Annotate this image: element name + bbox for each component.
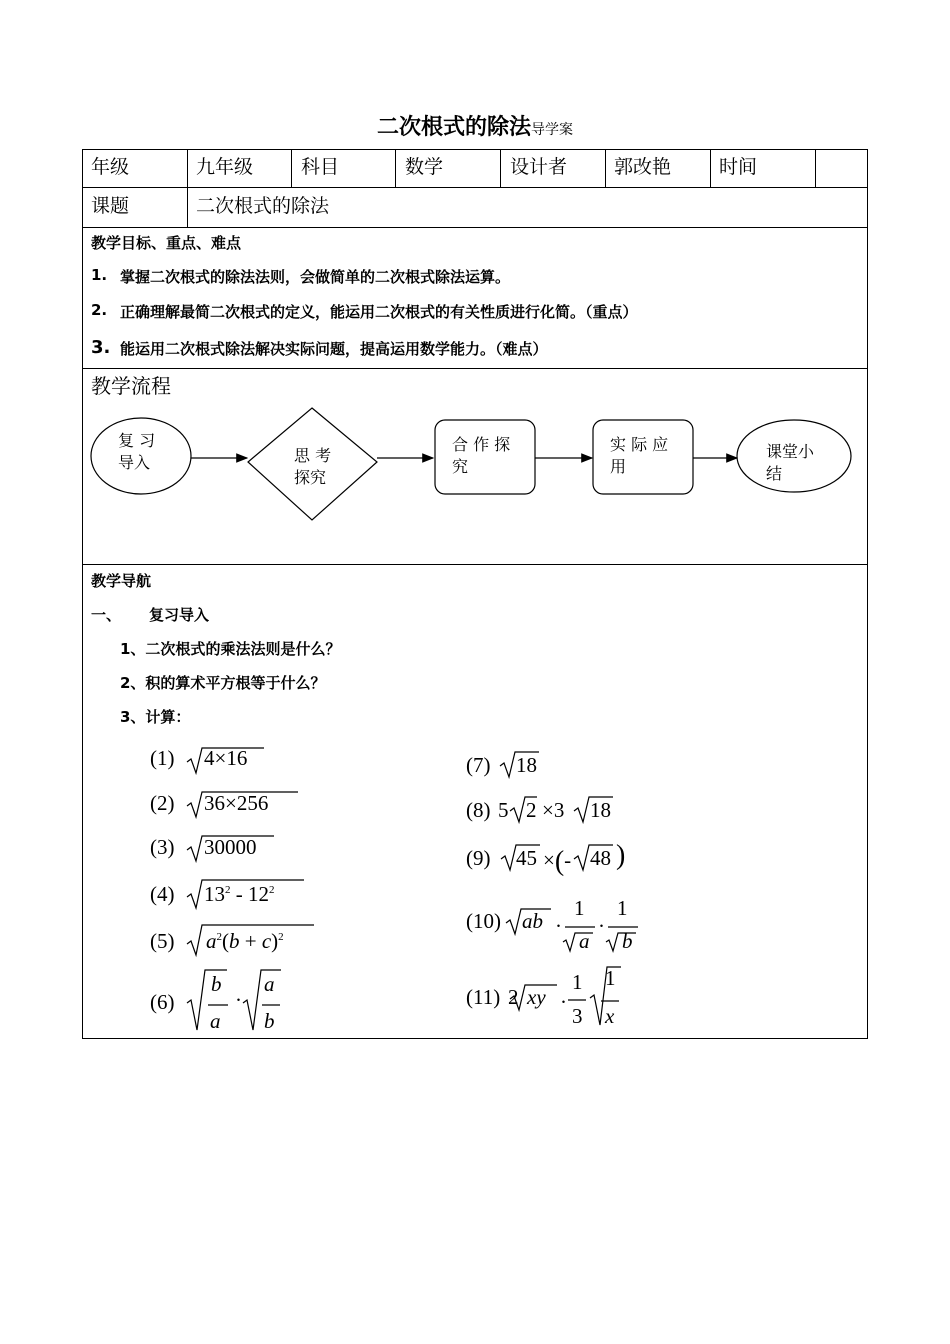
exercise-label: (5) <box>150 929 175 953</box>
fraction-denominator: b <box>264 1009 275 1033</box>
fraction-numerator: b <box>211 972 222 996</box>
expr-part: 13 <box>204 882 225 906</box>
fraction-denominator: b <box>622 929 633 953</box>
flow-step-label: 探究 <box>294 468 327 487</box>
designer-value: 郭改艳 <box>614 156 672 178</box>
question: 2、积的算术平方根等于什么？ <box>120 674 326 692</box>
exercise-label: (10) <box>466 909 501 933</box>
grade-label: 年级 <box>91 156 130 178</box>
exercise-label: (9) <box>466 846 491 870</box>
exercise-label: (4) <box>150 882 175 906</box>
exercise-label: (6) <box>150 990 175 1014</box>
question: 1、二次根式的乘法法则是什么？ <box>120 640 341 658</box>
fraction-denominator: 3 <box>572 1004 583 1028</box>
fraction-denominator: a <box>579 929 590 953</box>
flow-step-label: 实 际 应 <box>610 435 669 454</box>
flow-step-label: 合 作 探 <box>452 435 511 454</box>
exercise-expression: 18 <box>516 753 537 777</box>
flow-step-label: 用 <box>610 457 627 476</box>
objective-text: 掌握二次根式的除法法则，会做简单的二次根式除法运算。 <box>120 268 511 286</box>
expr-part: 5 <box>498 798 509 822</box>
flow-step-label: 课堂小 <box>766 442 815 461</box>
exercise-expression: 36×256 <box>204 791 269 815</box>
exercise-expression: 2 <box>526 798 537 822</box>
objective-num: 3. <box>91 337 111 358</box>
title-suffix: 导学案 <box>531 122 573 138</box>
exercise-expression: ×3 <box>542 798 565 822</box>
exercise-label: (2) <box>150 791 175 815</box>
grade-value: 九年级 <box>196 156 254 178</box>
objective-num: 2. <box>91 301 108 319</box>
topic-value: 二次根式的除法 <box>196 195 330 217</box>
flow-step-label: 思 考 <box>294 446 332 465</box>
exercise-expression: $a^2(b + c)^2$ <box>206 929 284 953</box>
navigation-heading: 教学导航 <box>91 572 152 590</box>
exercise-expression: ×(- <box>543 846 572 877</box>
exercise-expression: 48 <box>590 846 611 870</box>
objective-text: 能运用二次根式除法解决实际问题，提高运用数学能力。（难点） <box>120 340 548 358</box>
fraction-numerator: 1 <box>605 966 616 990</box>
question: 3、计算： <box>120 708 191 726</box>
exercise-label: (11) <box>466 985 501 1009</box>
multiply-dot: · <box>598 914 605 938</box>
exercise-expression: xy <box>527 985 546 1009</box>
fraction-numerator: 1 <box>572 970 583 994</box>
exercise-expression <box>498 798 509 823</box>
exercise-label: (8) <box>466 798 491 822</box>
exercise-paren: ) <box>616 840 626 871</box>
section-title: 复习导入 <box>149 606 210 624</box>
time-label: 时间 <box>719 156 758 178</box>
exercise-label: (7) <box>466 753 491 777</box>
flow-step-label: 复 习 <box>118 431 156 450</box>
fraction-numerator: 1 <box>617 896 628 920</box>
flow-heading: 教学流程 <box>91 374 171 398</box>
exercise-expression: 18 <box>590 798 611 822</box>
expr-part: 12 <box>248 882 269 906</box>
multiply-dot: · <box>560 990 567 1014</box>
expr-operator: - <box>235 882 243 906</box>
flow-step-label: 导入 <box>118 453 151 472</box>
exercise-expression: ab <box>522 909 543 933</box>
topic-label: 课题 <box>91 195 130 217</box>
exercise-expression: 45 <box>516 846 537 870</box>
exercise-expression: 2 <box>508 985 519 1009</box>
fraction-numerator: a <box>264 972 275 996</box>
exercise-expression <box>204 882 275 907</box>
expr-exponent: 2 <box>225 884 231 896</box>
exercise-expression: 4×16 <box>204 746 248 770</box>
objective-text: 正确理解最简二次根式的定义，能运用二次根式的有关性质进行化简。（重点） <box>120 303 638 321</box>
multiply-dot: · <box>555 914 562 938</box>
subject-label: 科目 <box>301 156 340 178</box>
exercise-label: (3) <box>150 835 175 859</box>
fraction-denominator: x <box>605 1004 615 1028</box>
fraction-denominator: a <box>210 1009 221 1033</box>
objective-num: 1. <box>91 266 108 284</box>
flow-step-label: 究 <box>452 457 469 476</box>
designer-label: 设计者 <box>510 156 568 178</box>
exercise-label: (1) <box>150 746 175 770</box>
multiply-dot: · <box>235 988 242 1012</box>
title-main: 二次根式的除法 <box>376 115 531 140</box>
expr-exponent: 2 <box>269 884 275 896</box>
exercise-expression: 30000 <box>204 835 257 859</box>
subject-value: 数学 <box>405 156 444 178</box>
flow-step-label: 结 <box>766 464 783 483</box>
fraction-numerator: 1 <box>574 896 585 920</box>
objectives-heading: 教学目标、重点、难点 <box>91 234 242 252</box>
section-number: 一、 <box>91 606 122 624</box>
